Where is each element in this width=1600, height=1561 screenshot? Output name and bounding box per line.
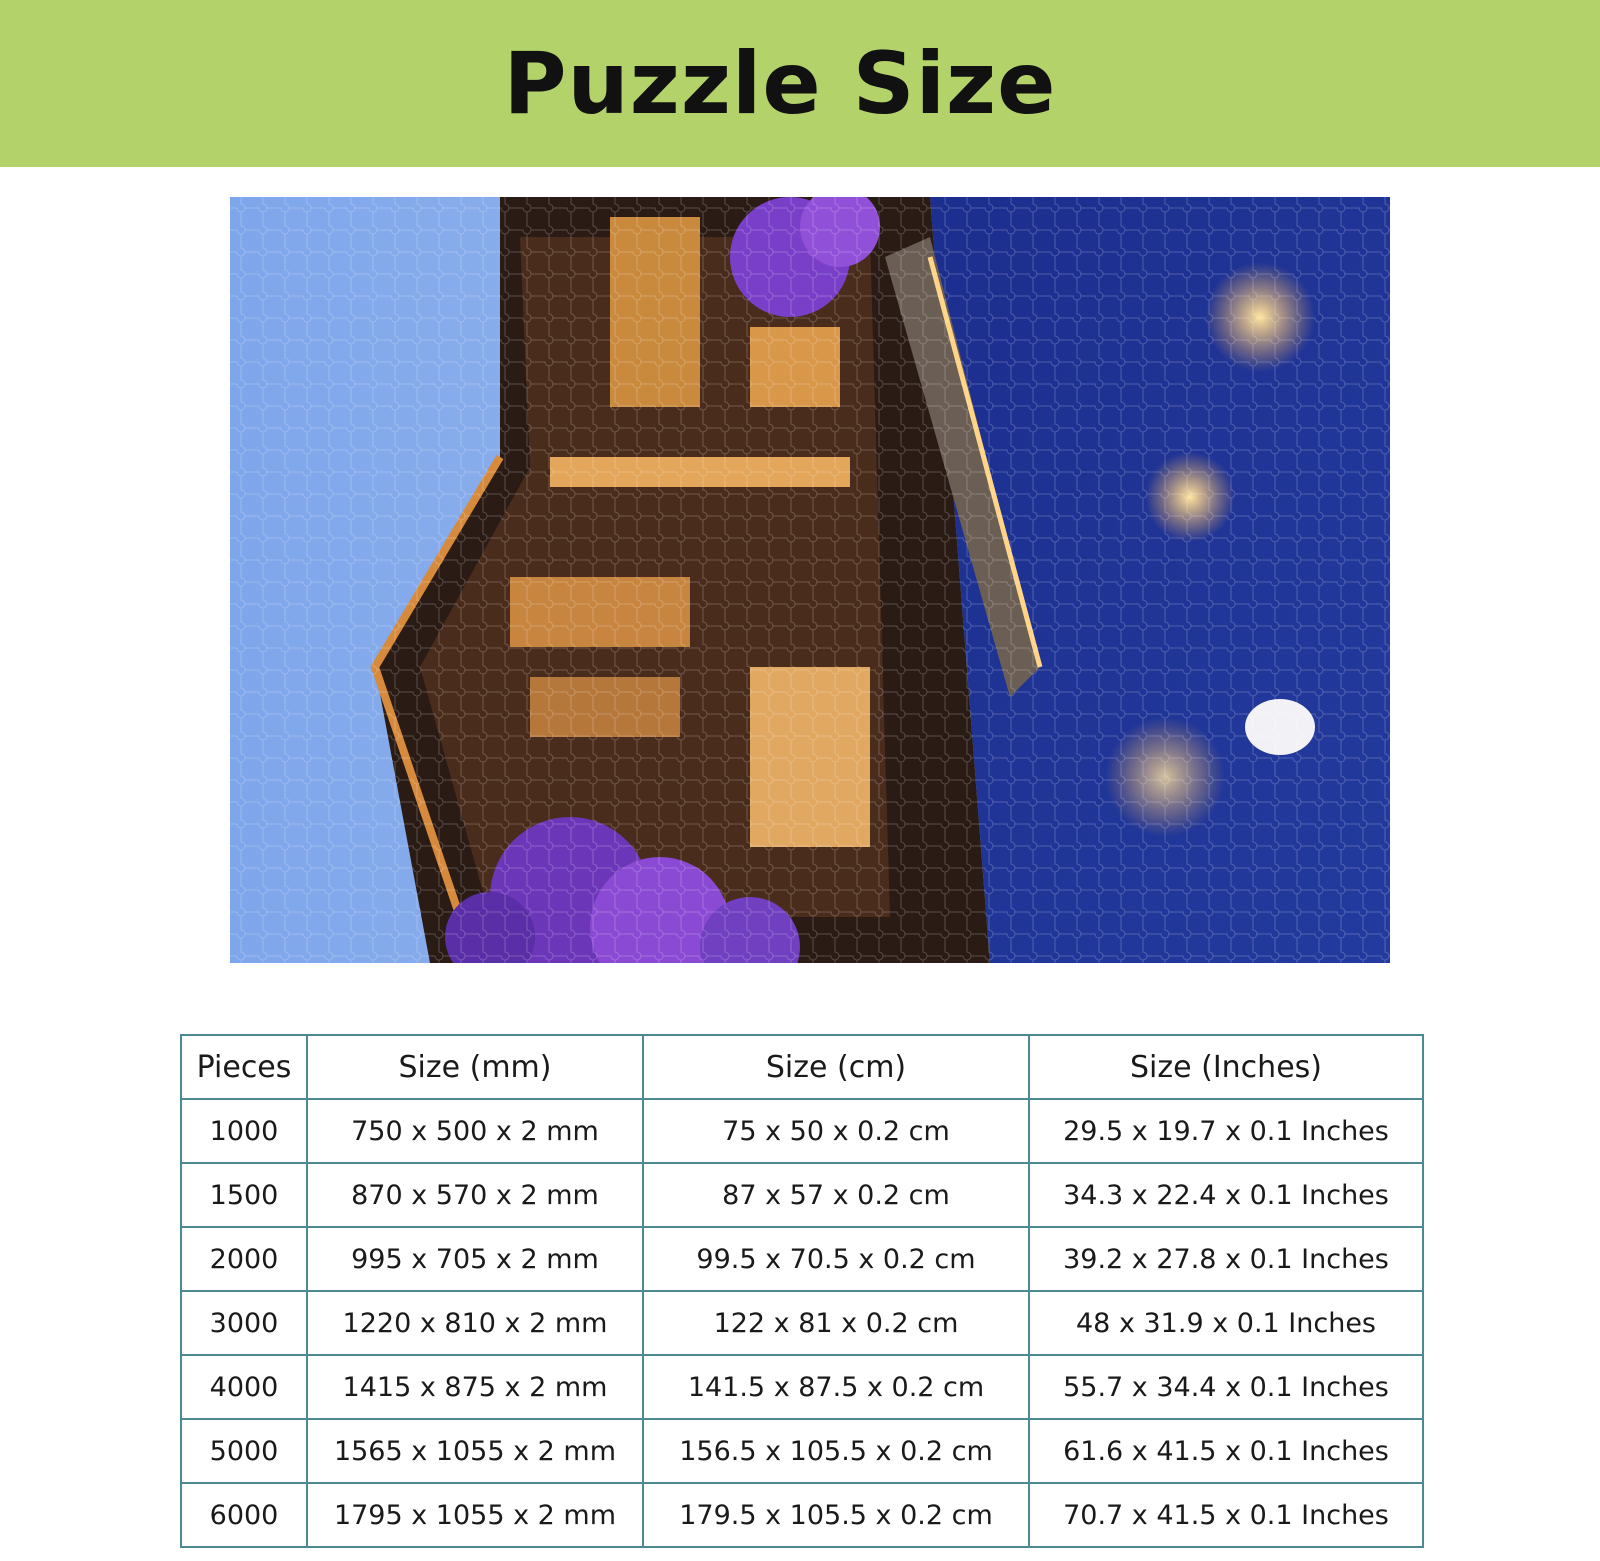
cell-size-mm: 1415 x 875 x 2 mm — [307, 1355, 643, 1419]
cell-size-cm: 99.5 x 70.5 x 0.2 cm — [643, 1227, 1029, 1291]
cell-size-inches: 70.7 x 41.5 x 0.1 Inches — [1029, 1483, 1423, 1547]
cell-pieces: 4000 — [181, 1355, 307, 1419]
size-table — [180, 1034, 1424, 1548]
cell-size-inches: 48 x 31.9 x 0.1 Inches — [1029, 1291, 1423, 1355]
table-row — [181, 1419, 1423, 1483]
cell-size-mm: 750 x 500 x 2 mm — [307, 1099, 643, 1163]
table-row — [181, 1355, 1423, 1419]
cell-size-inches: 39.2 x 27.8 x 0.1 Inches — [1029, 1227, 1423, 1291]
cell-pieces: 1500 — [181, 1163, 307, 1227]
cell-size-inches: 61.6 x 41.5 x 0.1 Inches — [1029, 1419, 1423, 1483]
puzzle-photo-image — [230, 197, 1390, 963]
puzzle-photo — [230, 197, 1390, 963]
cell-size-cm: 179.5 x 105.5 x 0.2 cm — [643, 1483, 1029, 1547]
cell-size-mm: 870 x 570 x 2 mm — [307, 1163, 643, 1227]
cell-size-cm: 122 x 81 x 0.2 cm — [643, 1291, 1029, 1355]
cell-pieces: 2000 — [181, 1227, 307, 1291]
table-header-row — [181, 1035, 1423, 1099]
cell-pieces: 5000 — [181, 1419, 307, 1483]
cell-size-cm: 141.5 x 87.5 x 0.2 cm — [643, 1355, 1029, 1419]
header-size-inches: Size (Inches) — [1029, 1035, 1423, 1099]
cell-size-inches: 34.3 x 22.4 x 0.1 Inches — [1029, 1163, 1423, 1227]
header-size-mm: Size (mm) — [307, 1035, 643, 1099]
cell-size-cm: 156.5 x 105.5 x 0.2 cm — [643, 1419, 1029, 1483]
header-size-cm: Size (cm) — [643, 1035, 1029, 1099]
table-row — [181, 1227, 1423, 1291]
cell-size-mm: 1795 x 1055 x 2 mm — [307, 1483, 643, 1547]
table-row — [181, 1291, 1423, 1355]
table-row — [181, 1099, 1423, 1163]
cell-size-mm: 1220 x 810 x 2 mm — [307, 1291, 643, 1355]
header-banner — [0, 0, 1600, 167]
cell-pieces: 6000 — [181, 1483, 307, 1547]
cell-size-mm: 995 x 705 x 2 mm — [307, 1227, 643, 1291]
cell-size-inches: 55.7 x 34.4 x 0.1 Inches — [1029, 1355, 1423, 1419]
banner-title: Puzzle Size — [503, 33, 1057, 134]
table-row — [181, 1483, 1423, 1547]
cell-size-inches: 29.5 x 19.7 x 0.1 Inches — [1029, 1099, 1423, 1163]
cell-size-cm: 75 x 50 x 0.2 cm — [643, 1099, 1029, 1163]
header-pieces: Pieces — [181, 1035, 307, 1099]
cell-size-mm: 1565 x 1055 x 2 mm — [307, 1419, 643, 1483]
cell-pieces: 3000 — [181, 1291, 307, 1355]
table-row — [181, 1163, 1423, 1227]
cell-pieces: 1000 — [181, 1099, 307, 1163]
cell-size-cm: 87 x 57 x 0.2 cm — [643, 1163, 1029, 1227]
